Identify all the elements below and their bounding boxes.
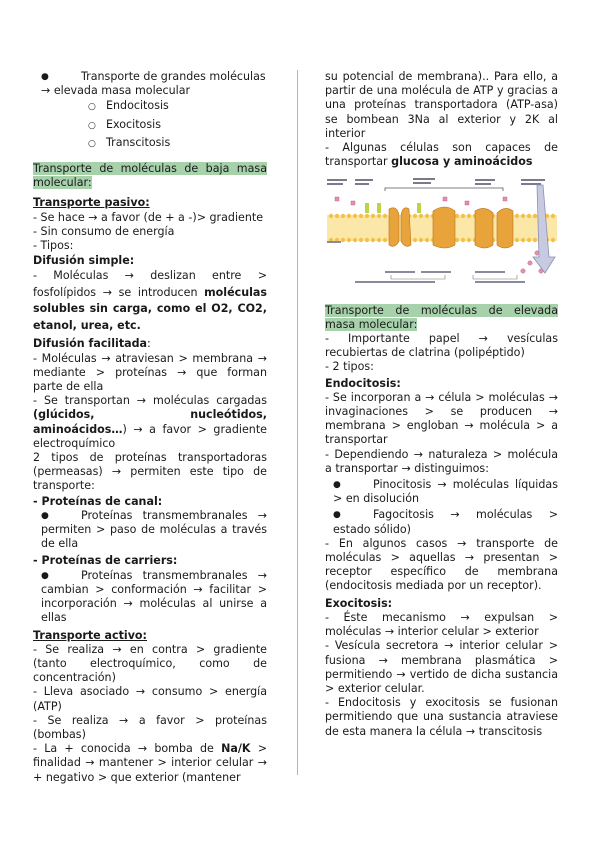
bullet-icon: ● [41,570,49,581]
intro-line: - 2 tipos: [325,360,374,374]
right-column [325,70,558,739]
endo-bullet-fagocitosis: ● Fagocitosis → moléculas > estado sólido) [325,508,558,536]
circle-bullet-icon: ○ [88,138,96,149]
endocitosis-title: Endocitosis: [325,376,401,390]
exo-line: - Endocitosis y exocitosis se fusionan permitiendo que una sustancia atraviese de esta manera la célula → transcitosis [325,696,558,738]
bullet-icon: ● [41,510,49,521]
df-line: 2 tipos de proteínas transportadoras (permeasas) → permiten este tipo de transporte: [33,451,267,493]
intro-bullet [33,70,267,98]
exo-line: - Éste mecanismo → expulsan > moléculas → interior celular > exterior [325,610,558,639]
glucosa-line: - Algunas células son capaces de transportar glucosa y aminoácidos [325,141,558,169]
circle-bullet-icon: ○ [88,102,96,113]
sub-item-endocitosis: ○ Endocitosis [33,99,267,114]
canal-title: - Proteínas de canal: [33,494,163,508]
bullet-icon: ● [41,72,49,82]
df-line: - Se transportan → moléculas cargadas (glúcidos, nucleótidos, aminoácidos…) → a favor > gradiente electroquímico [33,394,267,450]
carriers-title: - Proteínas de carriers: [33,554,178,568]
membrane-transport-diagram [325,175,558,293]
sub-item-exocitosis: ○ Exocitosis [33,118,267,133]
pasivo-title: Transporte pasivo: [33,196,150,210]
sub-list [33,99,267,151]
carriers-bullet: ● Proteínas transmembranales → cambian > conformación → facilitar > incorporación → moléculas al unirse a ellas [33,569,267,626]
activo-line: - Lleva asociado → consumo > energía (ATP) [33,685,267,713]
difusion-facilitada-title: Difusión facilitada: [33,337,151,351]
canal-bullet: ● Proteínas transmembranales → permiten > paso de moléculas a través de ella [33,509,267,552]
difusion-simple-title: Difusión simple: [33,254,135,268]
pasivo-line: - Se hace → a favor (de + a -)> gradiente [33,210,264,224]
continuation-text: su potencial de membrana).. Para ello, a partir de una molécula de ATP y gracias a una proteínas transportadora (ATP-asa) se bombean 3Na al exterior y 2K al interior [325,70,558,140]
bullet-icon: ● [333,510,341,521]
circle-bullet-icon: ○ [88,120,96,131]
activo-title: Transporte activo: [33,628,147,642]
df-line: - Moléculas → atraviesan > membrana → mediante > proteínas → que forman parte de ella [33,351,267,394]
endo-bullet-pinocitosis: ● Pinocitosis → moléculas líquidas > en disolución [325,478,558,506]
pasivo-line: - Tipos: [33,239,74,253]
intro-line: - Importante papel → vesículas recubiertas de clatrina (polipéptido) [325,332,558,360]
activo-line: - Se realiza → en contra > gradiente (tanto electroquímico, como de concentración) [33,642,267,685]
section-title-high-mass: Transporte de moléculas de elevada masa molecular: [325,303,558,331]
column-divider [297,70,298,775]
bullet-icon: ● [333,480,341,491]
exo-line: - Vesícula secretora → interior celular > fusiona → membrana plasmática > permitiendo → vertido de dicha sustancia > exterior celular. [325,639,558,695]
endo-line: - Dependiendo → naturaleza > molécula a transportar → distinguimos: [325,447,558,475]
intro-bullet-text: Transporte de grandes moléculas → elevada masa molecular [41,70,266,98]
endo-line: - Se incorporan a → célula > moléculas → invaginaciones > se producen → membrana > engloban → molécula > a transportar [325,390,558,447]
section-title-low-mass: Transporte de moléculas de baja masa molecular: [33,162,267,190]
left-column [33,70,267,785]
exocitosis-title: Exocitosis: [325,596,393,610]
activo-line: - Se realiza → a favor > proteínas (bombas) [33,713,267,741]
endo-last: - En algunos casos → transporte de moléculas > aquellas → presentan > receptor específico de membrana (endocitosis mediada por un receptor). [325,536,558,593]
pasivo-line: - Sin consumo de energía [33,224,175,238]
sub-item-transcitosis: ○ Transcitosis [33,136,267,151]
activo-line: - La + conocida → bomba de Na/K > finalidad → mantener > interior celular → + negativo > que exterior (mantener [33,742,267,784]
difusion-simple-text: - Moléculas → deslizan entre > fosfolípidos → se introducen moléculas solubles sin carga, como el O2, CO2, etanol, urea, etc. [33,269,267,332]
